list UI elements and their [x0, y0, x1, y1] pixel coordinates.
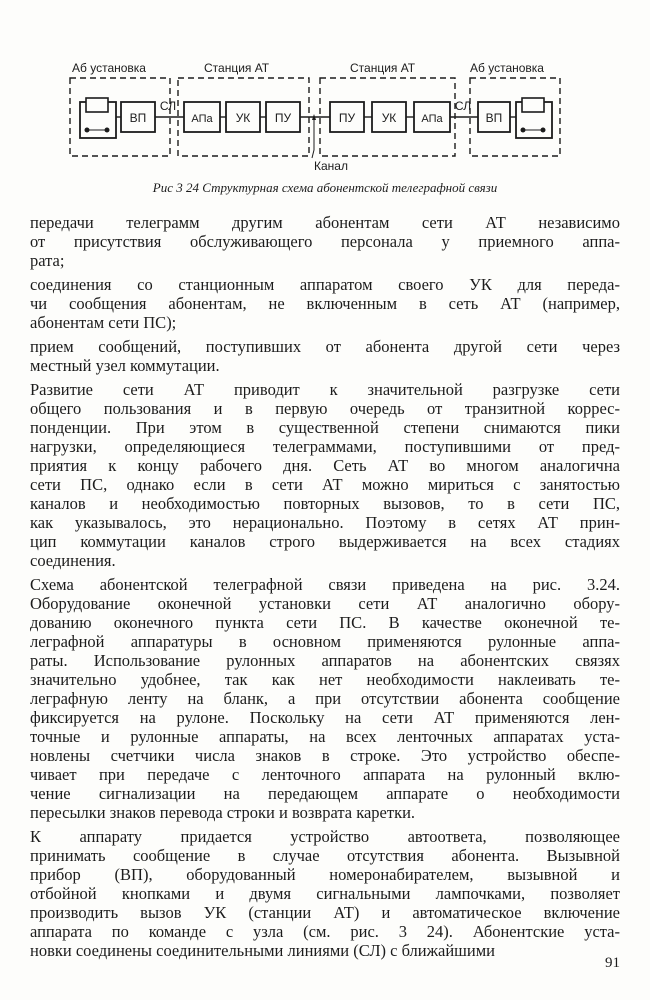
sl-left-label: СЛ [159, 99, 177, 113]
text-line: соединения. [30, 551, 116, 570]
paragraph [30, 275, 620, 332]
text-line: чи сообщения абонентам, не включенным в сеть АТ (например, [30, 294, 620, 313]
text-line: каналов и необходимостью повторных вызовов, то в сети ПС, [30, 494, 620, 513]
text-line: К аппарату придается устройство автоответа, позволяющее [30, 827, 620, 846]
text-line: дованию оконечного пункта сети ПС. В качестве оконечной те- [30, 613, 620, 632]
text-line: новки соединены соединительными линиями (СЛ) с ближайшими [30, 941, 495, 960]
text-line: раты. Использование рулонных аппаратов на абонентских связях [30, 651, 620, 670]
text-line: сети ПС, однако если в сети АТ можно мириться с занятостью [30, 475, 620, 494]
text-line: общего пользования и в первую очередь от транзитной коррес- [30, 399, 620, 418]
text-line: леграфной аппаратуры в основном применяются рулонные аппа- [30, 632, 620, 651]
apa-right-text: АПа [421, 113, 443, 125]
text-line: Оборудование оконечной установки сети АТ аналогично обору- [30, 594, 620, 613]
text-line: отбойной кнопками и двумя сигнальными лампочками, позволяет [30, 884, 620, 903]
channel-label: Канал [314, 159, 348, 173]
uk-right-text: УК [381, 111, 397, 125]
text-line: Схема абонентской телеграфной связи приведена на рис. 3.24. [30, 575, 620, 594]
text-line: точные и рулонные аппараты, на всех ленточных аппаратах уста- [30, 727, 620, 746]
station-left-label: Станция АТ [204, 61, 270, 75]
text-line: местный узел коммутации. [30, 356, 220, 375]
text-line: принимать сообщение в случае отсутствия абонента. Вызывной [30, 846, 620, 865]
text-line: производить вызов УК (станции АТ) и автоматическое включение [30, 903, 620, 922]
text-line: аппарата по команде с узла (см. рис. 3 24). Абонентские уста- [30, 922, 620, 941]
text-line: Развитие сети АТ приводит к значительной разгрузке сети [30, 380, 620, 399]
channel-pointer [312, 118, 314, 158]
page-number: 91 [605, 955, 620, 971]
vp-right-text: ВП [485, 111, 503, 125]
ab-left-label: Аб установка [72, 61, 146, 75]
paragraph [30, 337, 620, 375]
paragraph [30, 380, 620, 570]
text-line: как указывалось, это нерационально. Поэтому в сетях АТ прин- [30, 513, 620, 532]
text-line: чение сигнализации на передающем аппарате о необходимости [30, 784, 620, 803]
figure-caption: Рис 3 24 Структурная схема абонентской телеграфной связи [152, 180, 498, 195]
text-line: нагрузки, определяющиеся телеграммами, поступившими от пред- [30, 437, 620, 456]
text-line: приятия к концу рабочего дня. Сеть АТ во многом аналогична [30, 456, 620, 475]
station-right-label: Станция АТ [350, 61, 416, 75]
text-line: передачи телеграмм другим абонентам сети АТ независимо [30, 213, 620, 232]
text-line: значительно удобнее, так как нет необходимости наклеивать те- [30, 670, 620, 689]
text-line: соединения со станционным аппаратом своего УК для переда- [30, 275, 620, 294]
pu-left-text: ПУ [274, 111, 292, 125]
text-line: цип коммутации каналов строго выдерживается на всех стадиях [30, 532, 620, 551]
text-line: пересылки знаков перевода строки и возврата каретки. [30, 803, 416, 822]
uk-left-text: УК [235, 111, 251, 125]
text-line: от присутствия обслуживающего персонала у приемного аппа- [30, 232, 620, 251]
text-line: понденции. При этом в существенной степени снимаются пики [30, 418, 620, 437]
body-text [30, 213, 620, 960]
teleprinter-left-icon [80, 98, 116, 138]
structural-diagram [0, 0, 650, 180]
text-line: абонентам сети ПС); [30, 313, 177, 332]
paragraph [30, 213, 620, 270]
teleprinter-right-icon [516, 98, 552, 138]
pu-right-text: ПУ [338, 111, 356, 125]
text-line: новлены счетчики числа знаков в строке. Это устройство обеспе- [30, 746, 620, 765]
paragraph [30, 827, 620, 960]
text-line: рата; [30, 251, 65, 270]
paragraph [30, 575, 620, 822]
text-line: прибор (ВП), оборудованный номеронабирателем, вызывной и [30, 865, 620, 884]
text-line: фиксируется на рулоне. Поскольку на сети АТ применяются лен- [30, 708, 620, 727]
text-line: чивает при передаче с ленточного аппарата на рулонный вклю- [30, 765, 620, 784]
apa-left-text: АПа [191, 113, 213, 125]
text-line: леграфную ленту на бланк, а при отсутствии абонента сообщение [30, 689, 620, 708]
text-line: прием сообщений, поступивших от абонента другой сети через [30, 337, 620, 356]
vp-left-text: ВП [129, 111, 147, 125]
sl-right-label: СЛ [454, 99, 472, 113]
ab-right-label: Аб установка [470, 61, 544, 75]
